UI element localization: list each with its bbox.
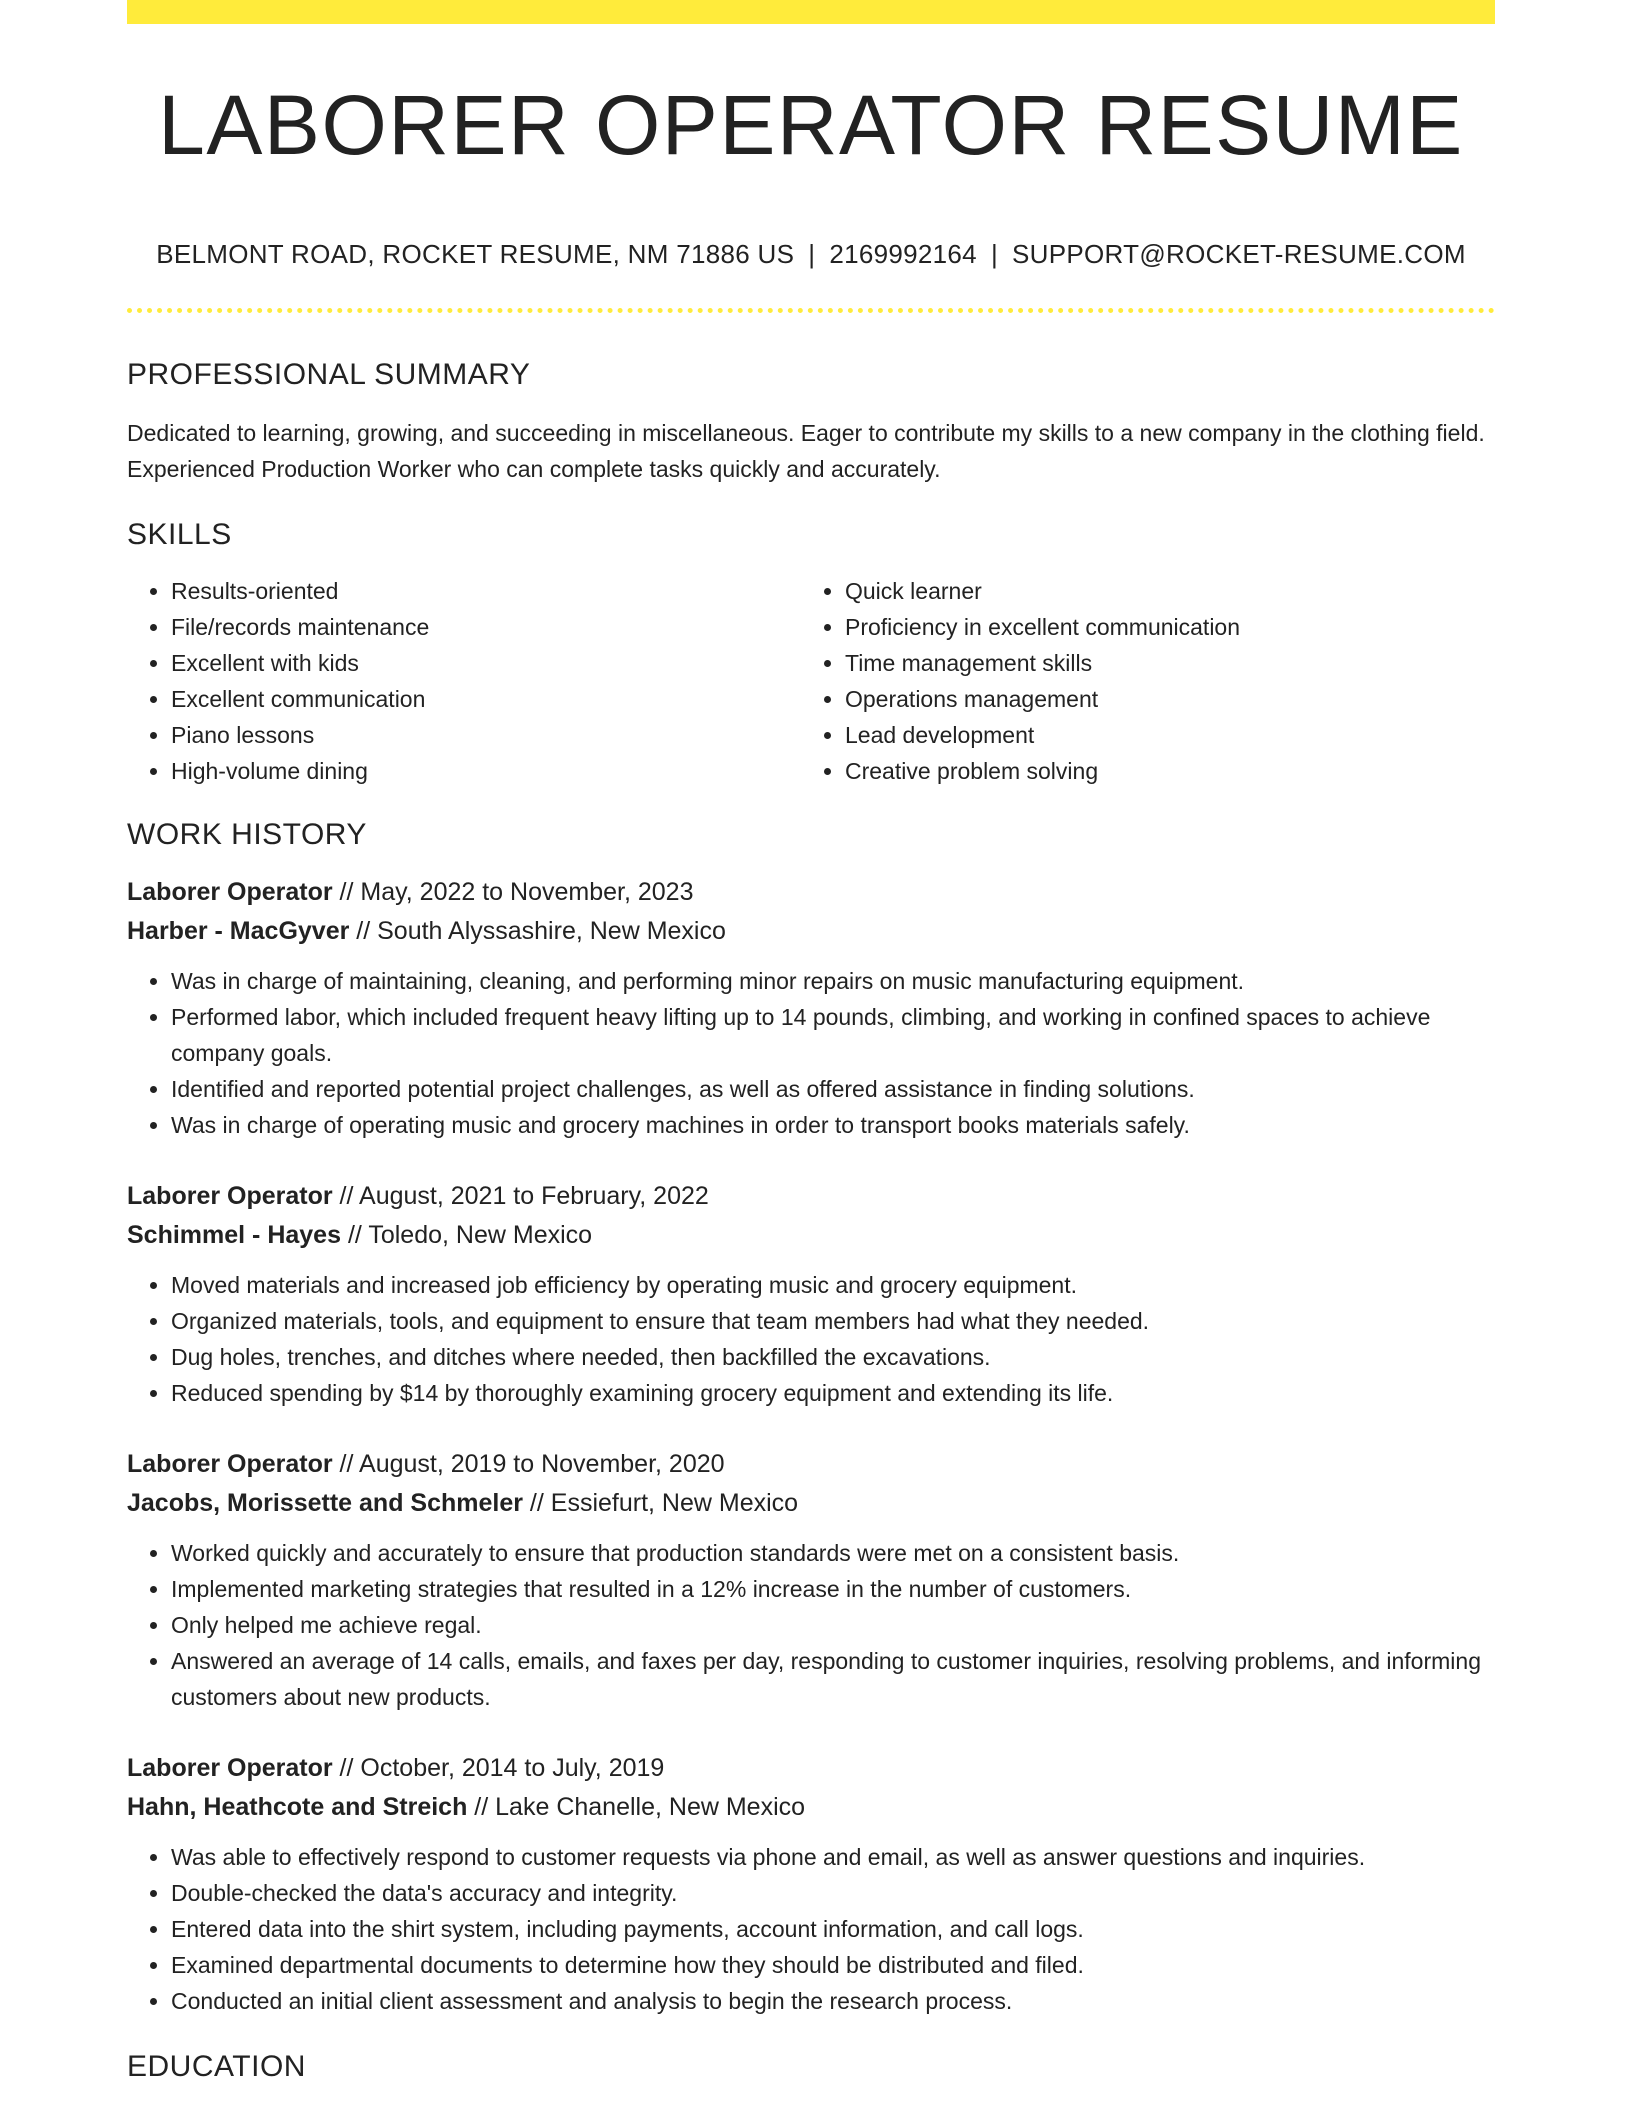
job-bullet: • Answered an average of 14 calls, emails, and faxes per day, responding to customer inquiries, resolving problems, and informing customers about new products. (171, 1643, 1495, 1715)
job-entry (127, 1749, 1495, 2019)
job-dates: October, 2014 to July, 2019 (360, 1754, 665, 1783)
job-title-line (127, 1749, 1495, 1788)
skill-item: • File/records maintenance (171, 609, 801, 645)
job-company-line (127, 1788, 1495, 1827)
job-bullet: • Moved materials and increased job efficiency by operating music and grocery equipment. (171, 1267, 1495, 1303)
job-bullet: • Dug holes, trenches, and ditches where needed, then backfilled the excavations. (171, 1339, 1495, 1375)
skills-grid (127, 573, 1495, 789)
work-history-list (127, 873, 1495, 2019)
job-bullets (127, 1267, 1495, 1411)
contact-address: BELMONT ROAD, ROCKET RESUME, NM 71886 US (156, 239, 795, 269)
summary-text: Dedicated to learning, growing, and succeeding in miscellaneous. Eager to contribute my skills to a new company in the clothing field. Experienced Production Worker who can complete tasks quickly and accurately. (127, 420, 1485, 483)
job-title: Laborer Operator (127, 878, 333, 907)
job-title-line (127, 1177, 1495, 1216)
skill-item: • Creative problem solving (845, 753, 1475, 789)
skill-item: • Lead development (845, 717, 1475, 753)
contact-email[interactable]: SUPPORT@ROCKET-RESUME.COM (1012, 239, 1466, 269)
job-title: Laborer Operator (127, 1182, 333, 1211)
contact-phone[interactable]: 2169992164 (829, 239, 977, 269)
skills-list-left (127, 573, 801, 789)
job-title: Laborer Operator (127, 1450, 333, 1479)
skill-item: • Time management skills (845, 645, 1475, 681)
job-company-line (127, 1216, 1495, 1255)
job-location: Lake Chanelle, New Mexico (495, 1793, 806, 1822)
skill-item: • Operations management (845, 681, 1475, 717)
job-dates: August, 2019 to November, 2020 (359, 1450, 725, 1479)
job-bullet: • Identified and reported potential project challenges, as well as offered assistance in finding solutions. (171, 1071, 1495, 1107)
job-bullet: • Double-checked the data's accuracy and integrity. (171, 1875, 1495, 1911)
job-company-line (127, 912, 1495, 951)
job-entry (127, 873, 1495, 1143)
contact-separator: | (990, 239, 999, 269)
job-company: Jacobs, Morissette and Schmeler (127, 1489, 523, 1518)
job-title: Laborer Operator (127, 1754, 333, 1783)
job-title-line (127, 873, 1495, 912)
job-location: Toledo, New Mexico (368, 1221, 593, 1250)
job-entry (127, 1445, 1495, 1715)
job-bullets (127, 963, 1495, 1143)
job-company: Harber - MacGyver (127, 917, 350, 946)
job-separator: // (332, 878, 361, 907)
summary-heading: PROFESSIONAL SUMMARY (127, 358, 531, 392)
skill-item: • Excellent with kids (171, 645, 801, 681)
skills-list-right (801, 573, 1475, 789)
job-separator: // (332, 1450, 360, 1479)
job-bullet: • Worked quickly and accurately to ensure that production standards were met on a consistent basis. (171, 1535, 1495, 1571)
job-bullet: • Only helped me achieve regal. (171, 1607, 1495, 1643)
job-bullet: • Entered data into the shirt system, including payments, account information, and call logs. (171, 1911, 1495, 1947)
resume-title: LABORER OPERATOR RESUME (158, 78, 1464, 172)
accent-top-bar (127, 0, 1495, 24)
job-separator: // (332, 1754, 361, 1783)
job-bullet: • Conducted an initial client assessment and analysis to begin the research process. (171, 1983, 1495, 2019)
contact-separator: | (808, 239, 816, 269)
job-location: South Alyssashire, New Mexico (377, 917, 726, 946)
job-bullets (127, 1535, 1495, 1715)
job-company: Hahn, Heathcote and Streich (127, 1793, 468, 1822)
job-location: Essiefurt, New Mexico (550, 1489, 799, 1518)
resume-page (127, 0, 1495, 2085)
job-bullet: • Organized materials, tools, and equipment to ensure that team members had what they needed. (171, 1303, 1495, 1339)
job-bullet: • Examined departmental documents to determine how they should be distributed and filed. (171, 1947, 1495, 1983)
skill-item: • Excellent communication (171, 681, 801, 717)
job-company: Schimmel - Hayes (127, 1221, 341, 1250)
contact-line (127, 239, 1495, 270)
job-separator: // (349, 917, 378, 946)
skills-heading: SKILLS (127, 518, 232, 552)
dotted-divider (127, 308, 1495, 313)
skill-item: • High-volume dining (171, 753, 801, 789)
job-separator: // (341, 1221, 369, 1250)
job-dates: August, 2021 to February, 2022 (359, 1182, 709, 1211)
job-bullet: • Was in charge of operating music and grocery machines in order to transport books materials safely. (171, 1107, 1495, 1143)
skill-item: • Results-oriented (171, 573, 801, 609)
job-separator: // (467, 1793, 496, 1822)
work-history-heading: WORK HISTORY (127, 818, 367, 852)
job-dates: May, 2022 to November, 2023 (360, 878, 694, 907)
job-bullet: • Implemented marketing strategies that resulted in a 12% increase in the number of customers. (171, 1571, 1495, 1607)
skill-item: • Quick learner (845, 573, 1475, 609)
job-separator: // (522, 1489, 551, 1518)
job-bullet: • Was able to effectively respond to customer requests via phone and email, as well as answer questions and inquiries. (171, 1839, 1495, 1875)
education-heading: EDUCATION (127, 2050, 306, 2084)
job-bullet: • Was in charge of maintaining, cleaning, and performing minor repairs on music manufacturing equipment. (171, 963, 1495, 999)
skill-item: • Piano lessons (171, 717, 801, 753)
job-bullets (127, 1839, 1495, 2019)
job-bullet: • Reduced spending by $14 by thoroughly examining grocery equipment and extending its life. (171, 1375, 1495, 1411)
job-bullet: • Performed labor, which included frequent heavy lifting up to 14 pounds, climbing, and working in confined spaces to achieve company goals. (171, 999, 1495, 1071)
skill-item: • Proficiency in excellent communication (845, 609, 1475, 645)
job-company-line (127, 1484, 1495, 1523)
job-title-line (127, 1445, 1495, 1484)
job-entry (127, 1177, 1495, 1411)
job-separator: // (332, 1182, 360, 1211)
